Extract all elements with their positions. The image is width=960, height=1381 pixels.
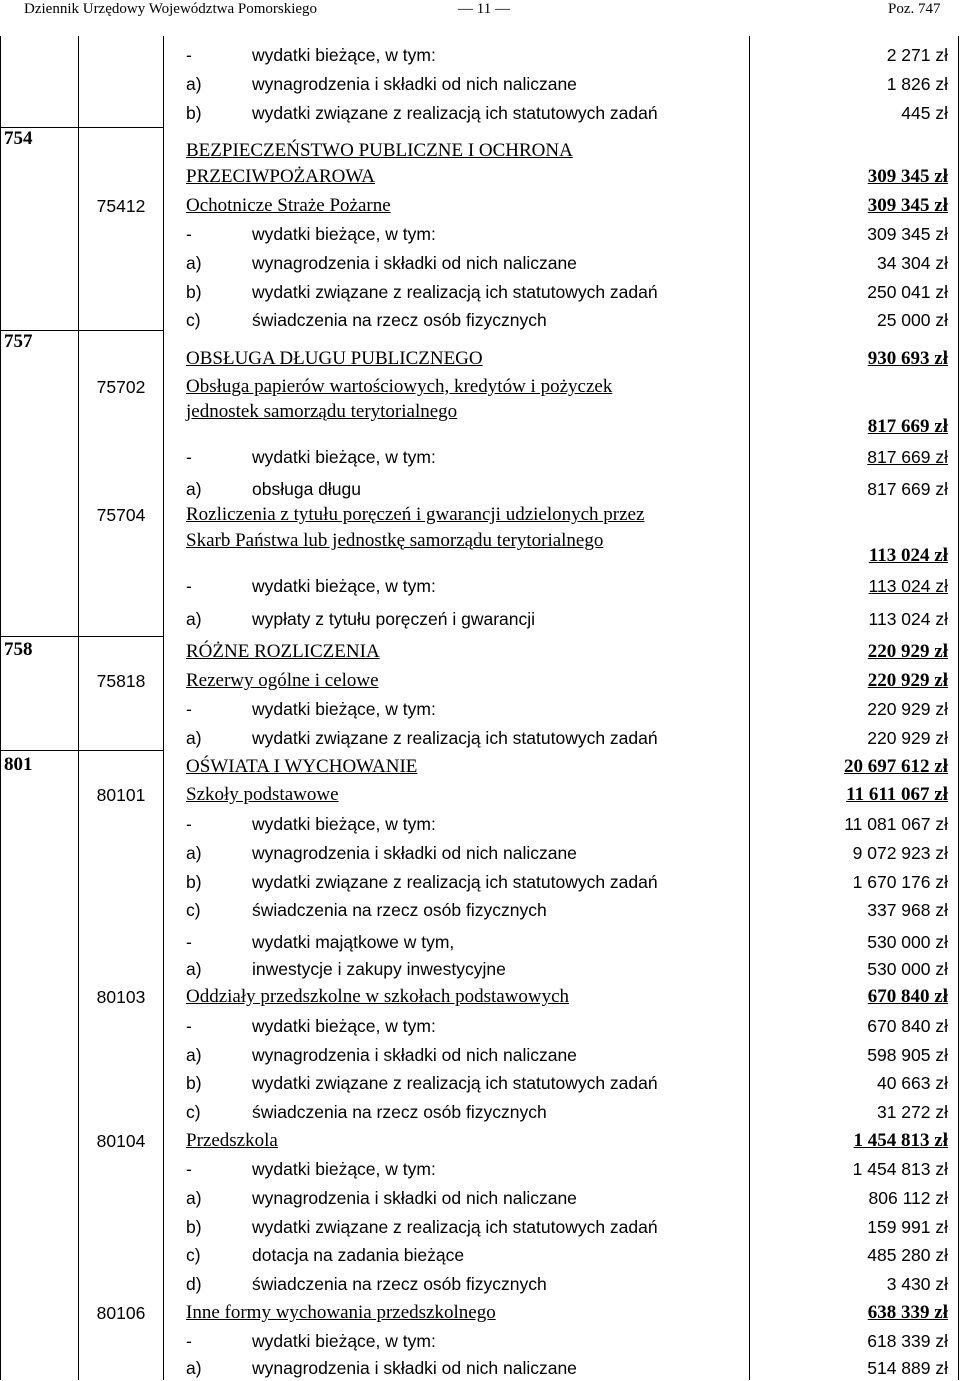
item-description: wynagrodzenia i składki od nich naliczane [252, 1045, 577, 1065]
item-description: Obsługa papierów wartościowych, kredytów i pożyczek [186, 376, 613, 397]
expense-line-item [186, 42, 436, 68]
page-header [0, 0, 960, 24]
amount-value: 9 072 923 zł [852, 843, 948, 863]
item-marker: a) [186, 74, 202, 94]
item-marker: d) [186, 1274, 202, 1294]
amount-value: 817 669 zł [867, 416, 948, 437]
item-description: OŚWIATA I WYCHOWANIE [186, 756, 418, 777]
item-marker: b) [186, 872, 202, 892]
item-description: wydatki bieżące, w tym: [252, 447, 436, 467]
item-marker: - [186, 1331, 192, 1351]
amount-value: 309 345 zł [867, 224, 948, 244]
amount-value: 514 889 zł [867, 1358, 948, 1378]
item-marker: - [186, 814, 192, 834]
chapter-code: 80103 [96, 987, 146, 1007]
category-title [186, 399, 457, 425]
expense-line-item [186, 1214, 658, 1240]
item-marker: - [186, 224, 192, 244]
amount-value: 25 000 zł [876, 310, 948, 330]
item-description: Skarb Państwa lub jednostkę samorządu terytorialnego [186, 530, 604, 551]
expense-line-item [186, 840, 577, 866]
item-marker: b) [186, 1073, 202, 1093]
expense-line-item [186, 869, 658, 895]
item-description: wynagrodzenia i składki od nich naliczane [252, 1358, 577, 1378]
item-marker: - [186, 932, 192, 952]
item-description: wydatki majątkowe w tym, [252, 932, 455, 952]
amount-value: 1 454 813 zł [852, 1159, 948, 1179]
journal-title: Dziennik Urzędowy Województwa Pomorskiego [24, 1, 318, 17]
expense-line-item [186, 444, 436, 470]
item-marker: a) [186, 479, 202, 499]
expense-line-item [186, 1070, 658, 1096]
expense-line-item [186, 476, 361, 502]
item-marker: a) [186, 253, 202, 273]
expense-line-item [186, 279, 658, 305]
item-description: Inne formy wychowania przedszkolnego [186, 1302, 496, 1323]
item-marker: - [186, 576, 192, 596]
amount-value: 1 826 zł [886, 74, 948, 94]
category-title [186, 639, 380, 665]
item-marker: a) [186, 1358, 202, 1378]
item-description: Rezerwy ogólne i celowe [186, 670, 379, 691]
amount-value: 817 669 zł [867, 447, 948, 467]
amount-value: 638 339 zł [867, 1302, 948, 1323]
section-code: 801 [4, 754, 33, 775]
expense-line-item [186, 1242, 464, 1268]
item-marker: a) [186, 1188, 202, 1208]
amount-value: 11 611 067 zł [846, 784, 948, 805]
expense-line-item [186, 956, 506, 982]
item-description: wynagrodzenia i składki od nich naliczane [252, 74, 577, 94]
item-description: RÓŻNE ROZLICZENIA [186, 641, 380, 662]
category-title [186, 782, 339, 808]
amount-value: 11 081 067 zł [844, 814, 948, 834]
expense-line-item [186, 1271, 547, 1297]
amount-value: 670 840 zł [867, 986, 948, 1007]
expense-line-item [186, 100, 658, 126]
amount-value: 31 272 zł [876, 1102, 948, 1122]
expenditure-table [0, 36, 960, 1380]
item-description: Przedszkola [186, 1130, 278, 1151]
item-marker: c) [186, 1102, 201, 1122]
section-separator [0, 750, 163, 751]
item-description: PRZECIWPOŻAROWA [186, 166, 375, 187]
section-code: 754 [4, 128, 33, 149]
item-marker: a) [186, 609, 202, 629]
amount-value: 670 840 zł [867, 1016, 948, 1036]
column-divider-section [78, 36, 79, 1380]
expense-line-item [186, 1099, 547, 1125]
item-marker: - [186, 447, 192, 467]
item-description: wypłaty z tytułu poręczeń i gwarancji [252, 609, 536, 629]
chapter-code: 80101 [96, 785, 146, 805]
column-divider-amount [749, 36, 750, 1380]
category-title [186, 984, 569, 1010]
item-marker: - [186, 45, 192, 65]
item-description: świadczenia na rzecz osób fizycznych [252, 310, 547, 330]
expense-line-item [186, 897, 547, 923]
amount-value: 40 663 zł [876, 1073, 948, 1093]
table-border-left [0, 36, 1, 1380]
amount-value: 113 024 zł [868, 609, 948, 629]
category-title [186, 138, 573, 164]
item-description: inwestycje i zakupy inwestycyjne [252, 959, 506, 979]
category-title [186, 164, 375, 190]
item-marker: c) [186, 1245, 201, 1265]
item-description: Szkoły podstawowe [186, 784, 339, 805]
amount-value: 159 991 zł [867, 1217, 948, 1237]
expense-line-item [186, 606, 535, 632]
item-marker: c) [186, 900, 201, 920]
amount-value: 113 024 zł [868, 545, 948, 566]
amount-value: 806 112 zł [868, 1188, 948, 1208]
category-title [186, 754, 417, 780]
item-description: wydatki związane z realizacją ich statutowych zadań [252, 1073, 658, 1093]
expense-line-item [186, 725, 658, 751]
item-description: wynagrodzenia i składki od nich naliczane [252, 843, 577, 863]
item-description: wydatki związane z realizacją ich statutowych zadań [252, 728, 658, 748]
section-code: 758 [4, 639, 33, 660]
amount-value: 1 454 813 zł [853, 1130, 948, 1151]
item-description: Rozliczenia z tytułu poręczeń i gwarancji udzielonych przez [186, 504, 645, 525]
amount-value: 445 zł [901, 103, 948, 123]
item-description: wydatki bieżące, w tym: [252, 1331, 436, 1351]
item-description: OBSŁUGA DŁUGU PUBLICZNEGO [186, 348, 483, 369]
category-title [186, 193, 391, 219]
item-description: Ochotnicze Straże Pożarne [186, 195, 391, 216]
category-title [186, 668, 379, 694]
amount-value: 930 693 zł [867, 348, 948, 369]
item-description: wydatki związane z realizacją ich statutowych zadań [252, 282, 658, 302]
page-number: — 11 — [458, 1, 510, 17]
amount-value: 530 000 zł [867, 959, 948, 979]
amount-value: 1 670 176 zł [852, 872, 948, 892]
amount-value: 113 024 zł [868, 576, 948, 596]
expense-line-item [186, 1185, 577, 1211]
position-number: Poz. 747 [888, 1, 941, 17]
category-title [186, 502, 644, 528]
amount-value: 618 339 zł [867, 1331, 948, 1351]
chapter-code: 75412 [96, 196, 146, 216]
item-description: wydatki bieżące, w tym: [252, 814, 436, 834]
amount-value: 220 929 zł [867, 699, 948, 719]
item-description: obsługa długu [252, 479, 361, 499]
amount-value: 817 669 zł [867, 479, 948, 499]
expense-line-item [186, 1042, 577, 1068]
expense-line-item [186, 1156, 436, 1182]
item-description: wydatki bieżące, w tym: [252, 45, 436, 65]
chapter-code: 75704 [96, 505, 146, 525]
item-description: wydatki związane z realizacją ich statutowych zadań [252, 1217, 658, 1237]
item-description: wydatki bieżące, w tym: [252, 1159, 436, 1179]
amount-value: 220 929 zł [867, 641, 948, 662]
item-description: BEZPIECZEŃSTWO PUBLICZNE I OCHRONA [186, 140, 573, 161]
chapter-code: 75818 [96, 671, 146, 691]
expense-line-item [186, 71, 577, 97]
amount-value: 485 280 zł [867, 1245, 948, 1265]
item-description: wydatki bieżące, w tym: [252, 699, 436, 719]
expense-line-item [186, 1013, 436, 1039]
expense-line-item [186, 696, 436, 722]
amount-value: 337 968 zł [867, 900, 948, 920]
item-marker: a) [186, 728, 202, 748]
expense-line-item [186, 929, 454, 955]
amount-value: 34 304 zł [876, 253, 948, 273]
chapter-code: 80106 [96, 1303, 146, 1323]
amount-value: 220 929 zł [867, 670, 948, 691]
item-marker: c) [186, 310, 201, 330]
item-marker: a) [186, 959, 202, 979]
item-marker: a) [186, 843, 202, 863]
chapter-code: 75702 [96, 377, 146, 397]
item-marker: b) [186, 1217, 202, 1237]
amount-value: 598 905 zł [867, 1045, 948, 1065]
amount-value: 530 000 zł [867, 932, 948, 952]
item-description: jednostek samorządu terytorialnego [186, 401, 458, 422]
category-title [186, 1300, 496, 1326]
item-marker: b) [186, 282, 202, 302]
item-description: wynagrodzenia i składki od nich naliczane [252, 1188, 577, 1208]
item-marker: - [186, 1016, 192, 1036]
amount-value: 2 271 zł [886, 45, 948, 65]
expense-line-item [186, 811, 436, 837]
item-marker: - [186, 699, 192, 719]
amount-value: 220 929 zł [867, 728, 948, 748]
item-description: świadczenia na rzecz osób fizycznych [252, 1102, 547, 1122]
column-divider-chapter [163, 36, 164, 1380]
item-description: wydatki bieżące, w tym: [252, 1016, 436, 1036]
amount-value: 20 697 612 zł [844, 756, 948, 777]
expense-line-item [186, 1355, 577, 1381]
category-title [186, 346, 483, 372]
category-title [186, 374, 612, 400]
item-description: świadczenia na rzecz osób fizycznych [252, 1274, 547, 1294]
amount-value: 309 345 zł [867, 166, 948, 187]
expense-line-item [186, 221, 436, 247]
item-description: Oddziały przedszkolne w szkołach podstawowych [186, 986, 570, 1007]
expense-line-item [186, 250, 577, 276]
expense-line-item [186, 1328, 436, 1354]
item-description: wynagrodzenia i składki od nich naliczane [252, 253, 577, 273]
item-marker: a) [186, 1045, 202, 1065]
item-description: wydatki związane z realizacją ich statutowych zadań [252, 103, 658, 123]
expense-line-item [186, 573, 436, 599]
category-title [186, 528, 603, 554]
chapter-code: 80104 [96, 1131, 146, 1151]
item-marker: - [186, 1159, 192, 1179]
item-description: wydatki bieżące, w tym: [252, 224, 436, 244]
item-description: wydatki bieżące, w tym: [252, 576, 436, 596]
amount-value: 250 041 zł [867, 282, 948, 302]
section-code: 757 [4, 331, 33, 352]
amount-value: 309 345 zł [867, 195, 948, 216]
table-border-right [958, 36, 959, 1380]
item-description: wydatki związane z realizacją ich statutowych zadań [252, 872, 658, 892]
category-title [186, 1128, 278, 1154]
item-marker: b) [186, 103, 202, 123]
expense-line-item [186, 307, 547, 333]
item-description: świadczenia na rzecz osób fizycznych [252, 900, 547, 920]
item-description: dotacja na zadania bieżące [252, 1245, 465, 1265]
amount-value: 3 430 zł [886, 1274, 948, 1294]
